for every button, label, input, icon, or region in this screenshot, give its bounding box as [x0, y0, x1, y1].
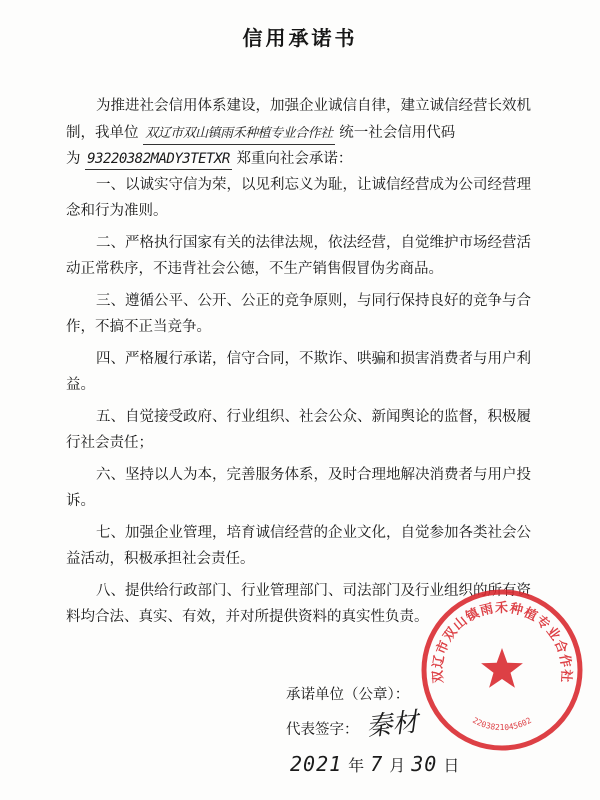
item-7-line-b: 益活动，积极承担社会责任。: [66, 551, 255, 567]
item-1-line-b: 念和行为准则。: [66, 203, 168, 219]
date-year: 2021: [290, 752, 343, 776]
intro-text-3-post: 郑重向社会承诺：: [236, 151, 353, 167]
intro-text-2-pre: 制，我单位: [66, 125, 139, 141]
item-7-line-a: 七、加强企业管理，培育诚信经营的企业文化，自觉参加各类社会公: [96, 525, 531, 541]
item-8-line-b: 料均合法、真实、有效，并对所提供资料的真实性负责。: [66, 609, 429, 625]
item-3-line-a: 三、遵循公平、公开、公正的竞争原则，与同行保持良好的竞争与合: [96, 293, 531, 309]
intro-line-1: [96, 96, 531, 116]
item-5-line-a: 五、自觉接受政府、行业组织、社会公众、新闻舆论的监督，积极履: [96, 409, 531, 425]
date-day: 30: [411, 752, 438, 776]
date-month: 7: [370, 752, 384, 776]
intro-line-3: [66, 149, 352, 170]
representative-label: 代表签字：: [286, 722, 359, 738]
intro-text-3-pre: 为: [66, 151, 81, 167]
item-2-line-a: 二、严格执行国家有关的法律法规，依法经营，自觉维护市场经营活: [96, 235, 531, 251]
item-2-line-b: 动正常秩序，不违背社会公德，不生产销售假冒伪劣商品。: [66, 261, 443, 277]
item-3-line-b: 作，不搞不正当竞争。: [66, 319, 211, 335]
official-seal: [418, 586, 586, 754]
intro-text-1: 为推进社会信用体系建设，加强企业诚信自律，建立诚信经营长效机: [96, 98, 531, 114]
item-5-line-b: 行社会责任；: [66, 435, 153, 451]
item-6-line-b: 诉。: [66, 493, 95, 509]
item-4-line-a: 四、严格履行承诺，信守合同，不欺诈、哄骗和损害消费者与用户利: [96, 351, 531, 367]
document-title: 信用承诺书: [242, 26, 358, 50]
seal-number: 2203821045602: [471, 715, 533, 733]
seal-ring-text: 双辽市双山镇雨禾种植专业合作社: [430, 600, 574, 684]
seal-star-icon: [481, 648, 523, 688]
representative-signature: 秦材: [364, 707, 420, 743]
promising-unit-label: 承诺单位（公章）：: [286, 687, 410, 703]
intro-text-2-post: 统一社会信用代码: [339, 125, 456, 141]
intro-line-2: [66, 123, 455, 145]
item-1-line-a: 一、以诚实守信为荣，以见利忘义为耻，让诚信经营成为公司经营理: [96, 177, 531, 193]
date-day-unit: 日: [443, 756, 460, 775]
item-6-line-a: 六、坚持以人为本，完善服务体系，及时合理地解决消费者与用户投: [96, 467, 531, 483]
date-month-unit: 月: [389, 756, 406, 775]
item-4-line-b: 益。: [66, 377, 95, 393]
credit-code-handwritten: 93220382MADY3TETXR: [85, 149, 232, 170]
date-year-unit: 年: [348, 756, 365, 775]
signing-date: [290, 752, 465, 776]
item-8-line-a: 八、提供给行政部门、行业管理部门、司法部门及行业组织的所有资: [96, 583, 531, 599]
unit-name-handwritten: 双辽市双山镇雨禾种植专业合作社: [143, 124, 335, 145]
